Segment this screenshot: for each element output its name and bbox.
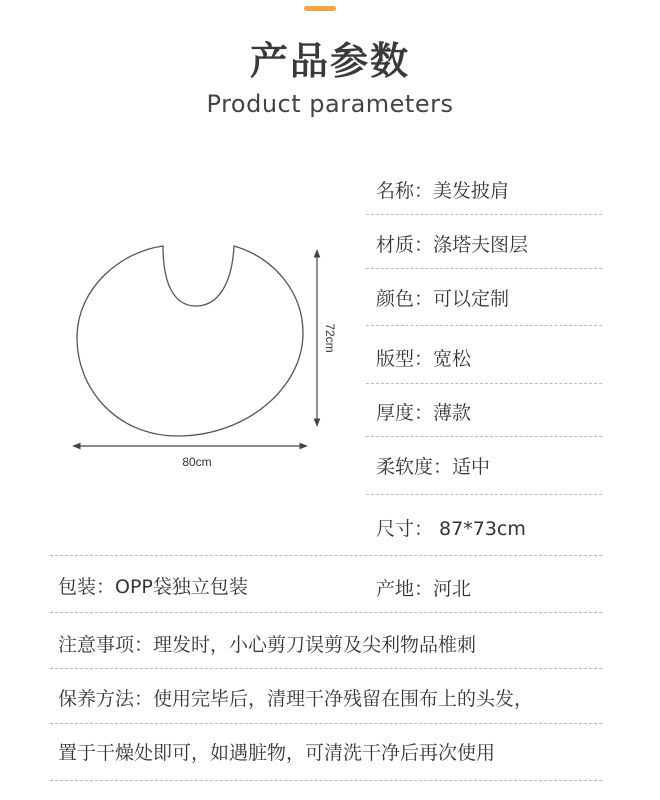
divider [50,723,602,724]
spec-material [376,230,528,257]
caution-note: 注意事项：理发时，小心剪刀误剪及尖利物品椎刺 [58,634,477,656]
page-subtitle: Product parameters [206,90,454,118]
spec-label: 产地： [376,578,434,600]
spec-fit [376,344,471,371]
spec-label: 包装： [58,576,116,598]
divider [50,555,602,556]
spec-value: 涤塔夫图层 [433,234,529,256]
divider [366,214,602,215]
width-label: 80cm [182,455,212,469]
divider [366,325,602,326]
spec-label: 版型： [376,348,434,370]
accent-bar [304,6,336,11]
spec-label: 尺寸： [376,518,434,540]
spec-label: 材质： [376,234,434,256]
cape-outline [77,246,303,436]
spec-value: 河北 [433,578,472,600]
divider [50,612,602,613]
spec-value: 薄款 [433,402,472,424]
care-note-line2: 置于干燥处即可，如遇脏物，可清洗干净后再次使用 [58,742,496,764]
spec-value: 可以定制 [433,288,510,310]
spec-label: 厚度： [376,402,434,424]
spec-label: 名称： [376,180,434,202]
spec-value: OPP袋独立包装 [115,576,248,598]
spec-label: 颜色： [376,288,434,310]
spec-label: 柔软度： [376,456,453,478]
divider [50,668,602,669]
spec-color [376,284,509,311]
divider [366,436,602,437]
care-note-line1: 保养方法：使用完毕后，清理干净残留在围布上的头发， [58,688,534,710]
cape-diagram [60,238,350,478]
spec-softness [376,452,490,479]
divider [366,383,602,384]
spec-name [376,176,509,203]
spec-value: 宽松 [433,348,472,370]
divider [366,268,602,269]
page-title: 产品参数 [249,39,410,83]
spec-size [376,514,526,541]
spec-value: 美发披肩 [433,180,510,202]
spec-value: 87*73cm [433,518,526,540]
divider [50,780,602,781]
spec-origin [376,574,471,601]
height-label: 72cm [323,323,337,353]
spec-packaging [58,572,248,599]
divider [366,494,602,495]
spec-value: 适中 [452,456,491,478]
spec-thickness [376,398,471,425]
